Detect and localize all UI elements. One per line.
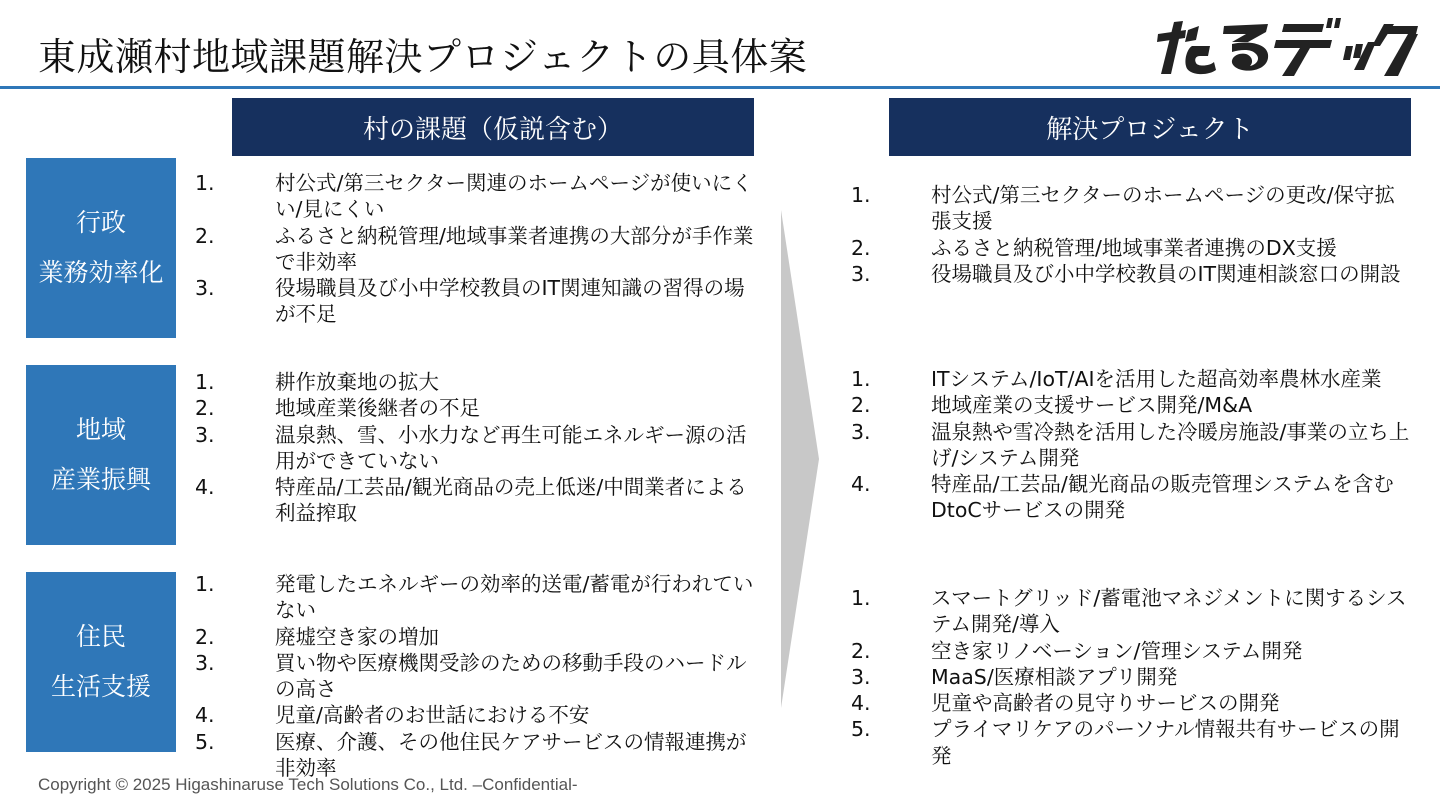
item-text: ふるさと納税管理/地域事業者連携の大部分が手作業で非効率 [275,223,754,274]
list-item [195,571,765,624]
category-label-line1: 住民 [75,622,126,651]
item-text: 買い物や医療機関受診のための移動手段のハードルの高さ [275,650,747,702]
list-item [851,261,1411,287]
list-item [195,729,765,782]
list-item [851,235,1411,261]
list-item [851,585,1411,638]
list-item [195,223,765,276]
flow-arrow [781,210,819,708]
item-number: 5. [195,729,215,754]
item-text: スマートグリッド/蓄電池マネジメントに関するシステム開発/導入 [931,586,1407,637]
item-number: 3. [851,664,871,689]
item-text: 児童/高齢者のお世話における不安 [275,703,590,728]
item-text: 村公式/第三セクター関連のホームページが使いにくい/見にくい [275,171,753,222]
item-text: 地域産業の支援サービス開発/M&A [931,393,1253,418]
list-item [851,664,1411,690]
item-text: 役場職員及び小中学校教員のIT関連知識の習得の場が不足 [275,276,745,327]
item-text: 地域産業後継者の不足 [275,396,480,421]
item-number: 3. [851,419,871,444]
list-item [851,419,1411,472]
list-item [195,369,765,395]
category-regional-industry [26,365,176,545]
list-item [195,422,765,475]
category-admin-efficiency [26,158,176,338]
item-text: 特産品/工芸品/観光商品の販売管理システムを含むDtoCサービスの開発 [931,472,1394,523]
item-text: 特産品/工芸品/観光商品の売上低迷/中間業者による利益搾取 [275,475,747,526]
solutions-list-admin [851,182,1411,287]
item-text: ITシステム/IoT/AIを活用した超高効率農林水産業 [931,367,1382,391]
category-label-line1: 地域 [75,415,126,444]
solutions-list-industry [851,366,1411,524]
issues-list-residents [195,571,765,781]
item-text: プライマリケアのパーソナル情報共有サービスの開発 [931,717,1400,768]
category-resident-support [26,572,176,752]
item-number: 4. [851,472,871,497]
list-item [851,716,1411,769]
item-number: 3. [851,261,871,286]
category-label-line2: 産業振興 [50,465,151,494]
item-text: 空き家リノベーション/管理システム開発 [931,638,1303,663]
item-number: 4. [195,475,215,500]
list-item [195,650,765,703]
item-number: 2. [851,393,871,418]
item-text: 温泉熱や雪冷熱を活用した冷暖房施設/事業の立ち上げ/システム開発 [931,419,1410,470]
list-item [851,182,1411,235]
item-number: 3. [195,276,215,301]
category-label-line1: 行政 [75,208,126,237]
list-item [851,366,1411,392]
list-item [195,275,765,328]
item-number: 4. [195,703,215,728]
list-item [195,395,765,421]
item-text: ふるさと納税管理/地域事業者連携のDX支援 [931,235,1337,260]
item-text: 発電したエネルギーの効率的送電/蓄電が行われていない [275,572,754,623]
item-number: 5. [851,717,871,742]
title-divider [0,86,1440,89]
item-number: 2. [195,223,215,248]
item-number: 1. [851,367,871,391]
item-text: 役場職員及び小中学校教員のIT関連相談窓口の開設 [931,261,1401,286]
copyright-notice: Copyright © 2025 Higashinaruse Tech Solutions Co., Ltd. –Confidential- [38,775,578,794]
item-number: 1. [195,572,215,596]
issues-header: 村の課題（仮説含む） [232,98,754,156]
slide-title: 東成瀬村地域課題解決プロジェクトの具体案 [38,35,808,79]
item-number: 4. [851,691,871,716]
list-item [851,638,1411,664]
item-number: 2. [851,638,871,663]
solutions-header: 解決プロジェクト [889,98,1411,156]
list-item [195,702,765,728]
item-text: 廃墟空き家の増加 [275,624,439,649]
list-item [851,471,1411,524]
list-item [195,624,765,650]
solutions-list-residents [851,585,1411,769]
item-text: 村公式/第三セクターのホームページの更改/保守拡張支援 [931,183,1395,234]
category-label-line2: 業務効率化 [38,258,164,287]
item-number: 1. [195,370,215,394]
item-number: 2. [851,235,871,260]
item-text: MaaS/医療相談アプリ開発 [931,664,1178,689]
category-label-line2: 生活支援 [50,672,151,701]
list-item [851,690,1411,716]
item-number: 3. [195,650,215,675]
item-text: 児童や高齢者の見守りサービスの開発 [931,691,1280,716]
list-item [851,392,1411,418]
item-number: 2. [195,396,215,421]
item-text: 医療、介護、その他住民ケアサービスの情報連携が非効率 [275,729,747,781]
item-number: 1. [851,183,871,207]
item-number: 1. [851,586,871,610]
item-number: 1. [195,171,215,195]
issues-list-industry [195,369,765,527]
item-text: 耕作放棄地の拡大 [275,370,439,394]
issues-list-admin [195,170,765,328]
item-text: 温泉熱、雪、小水力など再生可能エネルギー源の活用ができていない [275,422,747,473]
list-item [195,474,765,527]
item-number: 3. [195,422,215,447]
list-item [195,170,765,223]
item-number: 2. [195,624,215,649]
narutech-logo [1152,16,1420,78]
